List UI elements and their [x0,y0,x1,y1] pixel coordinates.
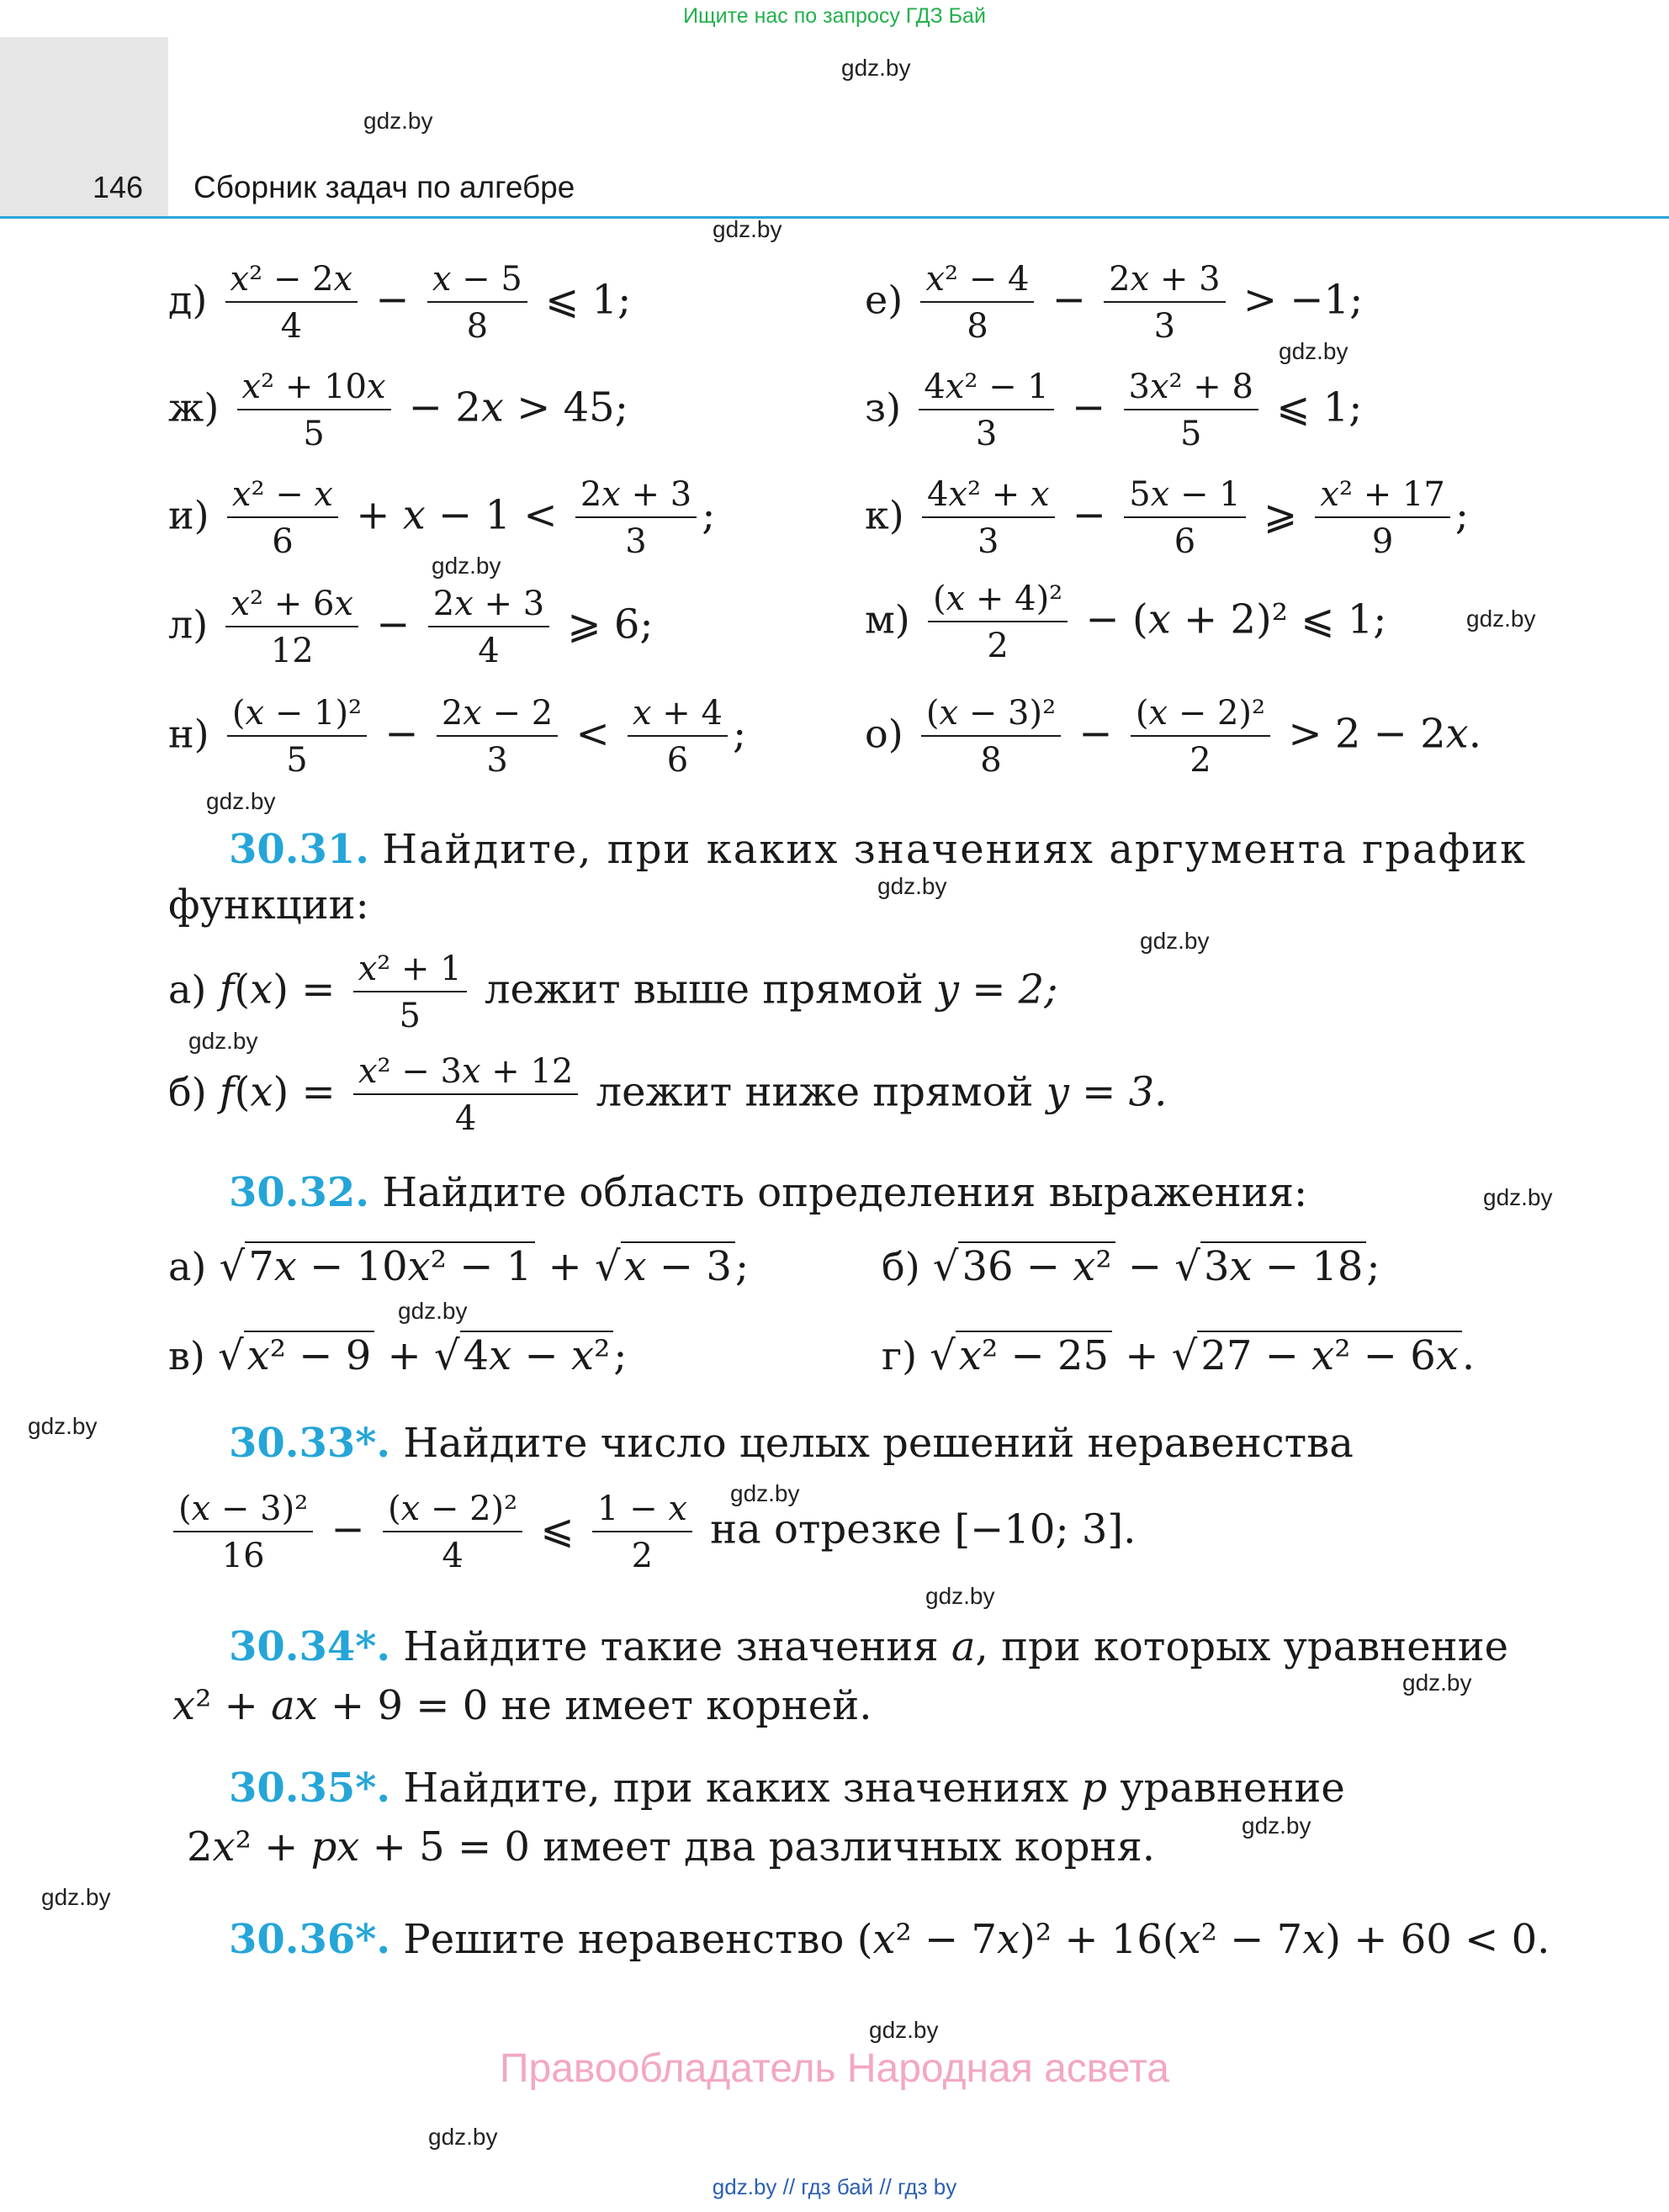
ineq-n: н) $\frac{\text{(x − 1)²}}{5}$ − $\frac{2x - 2}{3}$ < $\frac{x + 4}{6}$ ; [168,694,747,780]
problem-30-35-line2: 2x² + px + 5 = 0 имеет два различных корня. [187,1823,1156,1871]
page-number: 146 [93,170,144,204]
watermark: gdz.by [41,1884,111,1910]
label: в) [168,1333,205,1379]
watermark: gdz.by [841,55,911,81]
footer-links[interactable]: gdz.by // гдз бай // гдз by [712,2174,957,2199]
watermark: gdz.by [713,216,782,242]
watermark: gdz.by [363,108,433,134]
watermark: gdz.by [206,788,276,814]
problem-text: уравнение [1120,1765,1345,1812]
problem-number: 30.31. [229,826,370,873]
label: и) [168,492,209,538]
problem-30-33 [229,1420,1354,1467]
watermark: gdz.by [869,2017,939,2043]
fraction: $\frac{\text{(x + 4)²}}{2}$ [928,580,1068,664]
label: д) [168,277,208,323]
watermark: gdz.by [730,1480,800,1506]
fraction: $\frac{\text{(x − 1)²}}{5}$ [227,695,367,779]
problem-text: при которых уравнение [1001,1623,1509,1670]
problem-text: Найдите область определения выражения: [382,1169,1308,1216]
problem-30-32 [229,1169,1307,1216]
watermark: gdz.by [1483,1184,1553,1210]
problem-text: Решите неравенство [403,1916,845,1963]
problem-30-36: 30.36*. Решите неравенство (x² − 7x)² + 16(x² − 7x) + 60 < 0. [229,1916,1550,1963]
problem-text: имеет два различных корня. [543,1823,1156,1871]
watermark: gdz.by [877,873,947,899]
a-line: y = 2; [935,966,1058,1013]
header-rule [0,216,1669,219]
ineq-m: м) $\frac{\text{(x + 4)²}}{2}$ − (x + 2)² ⩽ 1; [865,579,1387,665]
watermark: gdz.by [1402,1670,1472,1696]
watermark: gdz.by [398,1298,468,1324]
label: е) [865,277,903,323]
ineq-o: о) $\frac{\text{(x − 3)²}}{8}$ − $\frac{\text{(x − 2)²}}{2}$ > 2 − 2x. [865,694,1481,780]
label: з) [865,384,902,431]
problem-30-35-line1: 30.35*. Найдите, при каких значениях p уравнение [229,1765,1345,1812]
label: б) [882,1244,920,1289]
ineq-zh: ж) $\frac{\text{x² + 10x}}{5}$ − 2x > 45; [168,368,628,453]
fraction: $\frac{\text{(x − 3)²}}{8}$ [921,695,1061,779]
fraction: $\frac{x + 4}{6}$ [628,695,728,779]
book-title: Сборник задач по алгебре [193,170,575,204]
ineq-k: к) $\frac{\text{4x² + x}}{3}$ − $\frac{5x - 1}{6}$ ⩾ $\frac{\text{x² + 17}}{9}$ ; [865,475,1470,561]
a-tail: лежит выше прямой [484,966,924,1013]
label: г) [882,1333,918,1379]
problem-number: 30.34*. [229,1623,391,1670]
problem-30-31-line1 [229,826,1527,873]
label: а) [168,966,207,1013]
problem-number: 30.32. [229,1169,370,1216]
fraction: $\frac{2x + 3}{4}$ [428,585,549,669]
problem-number: 30.35*. [229,1765,391,1812]
fraction: $\frac{2x + 3}{3}$ [575,476,697,560]
fraction: $\frac{2x - 2}{3}$ [437,695,558,779]
watermark: gdz.by [1140,928,1210,954]
problem-30-34-line1: 30.34*. Найдите такие значения a, при которых уравнение [229,1623,1509,1670]
fraction: $\frac{\text{x² − 3x + 12}}{4}$ [353,1053,578,1137]
fraction: $\frac{\text{x² + 6x}}{12}$ [225,585,358,669]
fraction: $\frac{\text{(x − 2)²}}{2}$ [1131,695,1270,779]
fraction: $\frac{\text{x² + 10x}}{5}$ [237,368,391,452]
fraction: $\frac{x - 5}{8}$ [427,261,527,345]
expr-g: г) √x² − 25 + √27 − x² − 6x. [882,1332,1476,1379]
label: л) [168,601,209,648]
fraction: $\frac{5x - 1}{6}$ [1124,476,1245,560]
segment-text: на отрезке [−10; 3]. [710,1506,1137,1553]
problem-30-31-b: б) f(x) = $\frac{\text{x² − 3x + 12}}{4}$ лежит ниже прямой y = 3. [168,1052,1168,1138]
problem-30-31-a: а) f(x) = $\frac{\text{x² + 1}}{5}$ лежит выше прямой y = 2; [168,950,1058,1035]
problem-text: Найдите число целых решений неравенства [403,1420,1354,1467]
label: н) [168,711,209,757]
fraction: $\frac{\text{x² − 2x}}{4}$ [225,261,358,345]
watermark: gdz.by [28,1413,98,1439]
expr-a: а) √7x − 10x² − 1 + √x − 3; [168,1243,750,1290]
fraction: $\frac{\text{x² + 1}}{5}$ [353,950,467,1035]
label: м) [865,596,910,643]
problem-text: не имеет корней. [501,1682,872,1729]
label: ж) [168,384,220,431]
watermark: gdz.by [1242,1812,1311,1839]
label: о) [865,711,903,757]
fraction: $\frac{1 - x}{2}$ [592,1490,692,1574]
top-search-link[interactable]: Ищите нас по запросу ГДЗ Бай [683,4,986,28]
fraction: $\frac{\text{x² + 17}}{9}$ [1315,476,1449,560]
problem-text: Найдите, при каких значениях [403,1765,1069,1812]
fraction: $\frac{\text{x² − 4}}{8}$ [920,261,1034,345]
expr-b: б) √36 − x² − √3x − 18; [882,1243,1380,1290]
fraction: $\frac{\text{(x − 2)²}}{4}$ [383,1490,522,1574]
label: а) [168,1244,207,1289]
fraction: $\frac{\text{(x − 3)²}}{16}$ [173,1490,313,1574]
problem-text: Найдите, при каких значениях аргумента график [382,826,1528,873]
b-line: y = 3. [1046,1068,1168,1116]
watermark: gdz.by [925,1583,995,1609]
ineq-l: л) $\frac{\text{x² + 6x}}{12}$ − $\frac{2x + 3}{4}$ ⩾ 6; [168,585,654,670]
ineq-i: и) $\frac{\text{x² − x}}{6}$ + x − 1 < $\frac{2x + 3}{3}$ ; [168,475,716,561]
problem-number: 30.36*. [229,1916,391,1963]
fraction: $\frac{\text{x² − x}}{6}$ [227,476,338,560]
problem-number: 30.33*. [229,1420,391,1467]
problem-30-33-inequality: $\frac{\text{(x − 3)²}}{16}$ − $\frac{\text{(x − 2)²}}{4}$ ⩽ $\frac{1 - x}{2}$ на отрезке [−10; 3]. [168,1490,1136,1574]
fraction: $\frac{\text{4x² − 1}}{3}$ [919,368,1053,452]
watermark: gdz.by [188,1028,258,1054]
copyright-notice: Правообладатель Народная асвета [500,2046,1169,2091]
watermark: gdz.by [1279,338,1348,364]
watermark: gdz.by [428,2124,498,2150]
fraction: $\frac{2x + 3}{3}$ [1104,261,1225,345]
problem-30-34-line2: x² + ax + 9 = 0 не имеет корней. [172,1682,872,1729]
watermark: gdz.by [1466,606,1536,632]
b-tail: лежит ниже прямой [596,1068,1034,1116]
label: к) [865,492,904,538]
watermark: gdz.by [432,553,501,579]
expr-v: в) √x² − 9 + √4x − x²; [168,1332,628,1379]
fraction: $\frac{\text{3x² + 8}}{5}$ [1124,368,1258,452]
problem-30-31-line2: функции: [168,881,369,929]
ineq-d: д) $\frac{\text{x² − 2x}}{4}$ − $\frac{x - 5}{8}$ ⩽ 1; [168,260,632,346]
ineq-z: з) $\frac{\text{4x² − 1}}{3}$ − $\frac{\text{3x² + 8}}{5}$ ⩽ 1; [865,368,1363,453]
label: б) [168,1069,207,1115]
problem-text: Найдите такие значения [403,1623,939,1670]
fraction: $\frac{\text{4x² + x}}{3}$ [922,476,1055,560]
ineq-e: е) $\frac{\text{x² − 4}}{8}$ − $\frac{2x + 3}{3}$ > −1; [865,260,1364,346]
